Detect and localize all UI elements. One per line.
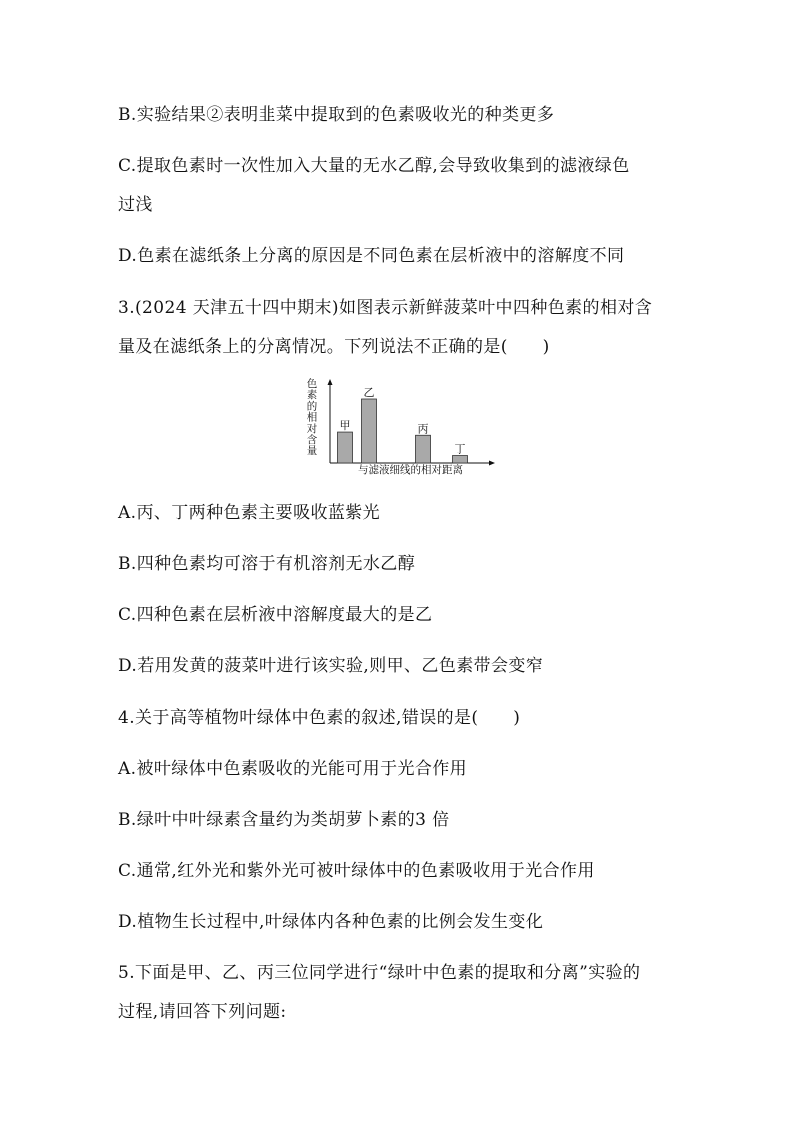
chart-ylabel-char: 对 (306, 422, 318, 435)
chart-ylabel-char: 含 (306, 434, 318, 446)
chart-xlabel: 与滤液细线的相对距离 (358, 464, 463, 476)
chart-ylabel-char: 的 (306, 400, 318, 413)
chart-bar-label: 丁 (454, 442, 466, 456)
q4-option-a: A.被叶绿体中色素吸收的光能可用于光合作用 (118, 759, 468, 779)
chart-bar-2 (362, 399, 377, 463)
q3-stem-line1: 3.(2024 天津五十四中期末)如图表示新鲜菠菜叶中四种色素的相对含 (118, 298, 653, 318)
chart-bar-label: 丙 (417, 422, 429, 436)
chart-svg (296, 377, 496, 477)
q2-option-d: D.色素在滤纸条上分离的原因是不同色素在层析液中的溶解度不同 (118, 246, 625, 266)
q5-stem-line1: 5.下面是甲、乙、丙三位同学进行“绿叶中色素的提取和分离”实验的 (118, 963, 641, 983)
chart-ylabel-char: 素 (306, 389, 318, 402)
chart-y-axis-arrow (328, 379, 333, 385)
chart-bar-label: 甲 (339, 419, 351, 433)
chart-bar-4 (453, 456, 468, 463)
chart-bar-3 (416, 435, 431, 463)
chart-ylabel-char: 相 (306, 411, 318, 424)
q4-option-b: B.绿叶中叶绿素含量约为类胡萝卜素的3 倍 (118, 810, 450, 830)
chart-x-axis-arrow (489, 461, 495, 466)
chart-ylabel-char: 量 (306, 445, 318, 458)
q2-option-b: B.实验结果②表明韭菜中提取到的色素吸收光的种类更多 (118, 105, 555, 125)
q4-option-d: D.植物生长过程中,叶绿体内各种色素的比例会发生变化 (118, 912, 544, 932)
q4-stem: 4.关于高等植物叶绿体中色素的叙述,错误的是( ) (118, 708, 521, 728)
q3-option-d: D.若用发黄的菠菜叶进行该实验,则甲、乙色素带会变窄 (118, 656, 544, 676)
chart-ylabel (307, 377, 318, 457)
chart-bar-1 (338, 432, 353, 463)
q2-option-c-line2: 过浅 (118, 195, 153, 215)
chart-ylabel-char: 色 (306, 378, 318, 390)
q3-option-a: A.丙、丁两种色素主要吸收蓝紫光 (118, 503, 381, 523)
chart-bar-label: 乙 (363, 386, 375, 399)
q2-option-c-line1: C.提取色素时一次性加入大量的无水乙醇,会导致收集到的滤液绿色 (118, 156, 630, 176)
q5-stem-line2: 过程,请回答下列问题: (118, 1002, 287, 1022)
q3-option-c: C.四种色素在层析液中溶解度最大的是乙 (118, 605, 433, 625)
pigment-bar-chart (296, 377, 496, 477)
q3-option-b: B.四种色素均可溶于有机溶剂无水乙醇 (118, 554, 416, 574)
q3-stem-line2: 量及在滤纸条上的分离情况。下列说法不正确的是( ) (118, 337, 550, 357)
q4-option-c: C.通常,红外光和紫外光可被叶绿体中的色素吸收用于光合作用 (118, 861, 595, 881)
